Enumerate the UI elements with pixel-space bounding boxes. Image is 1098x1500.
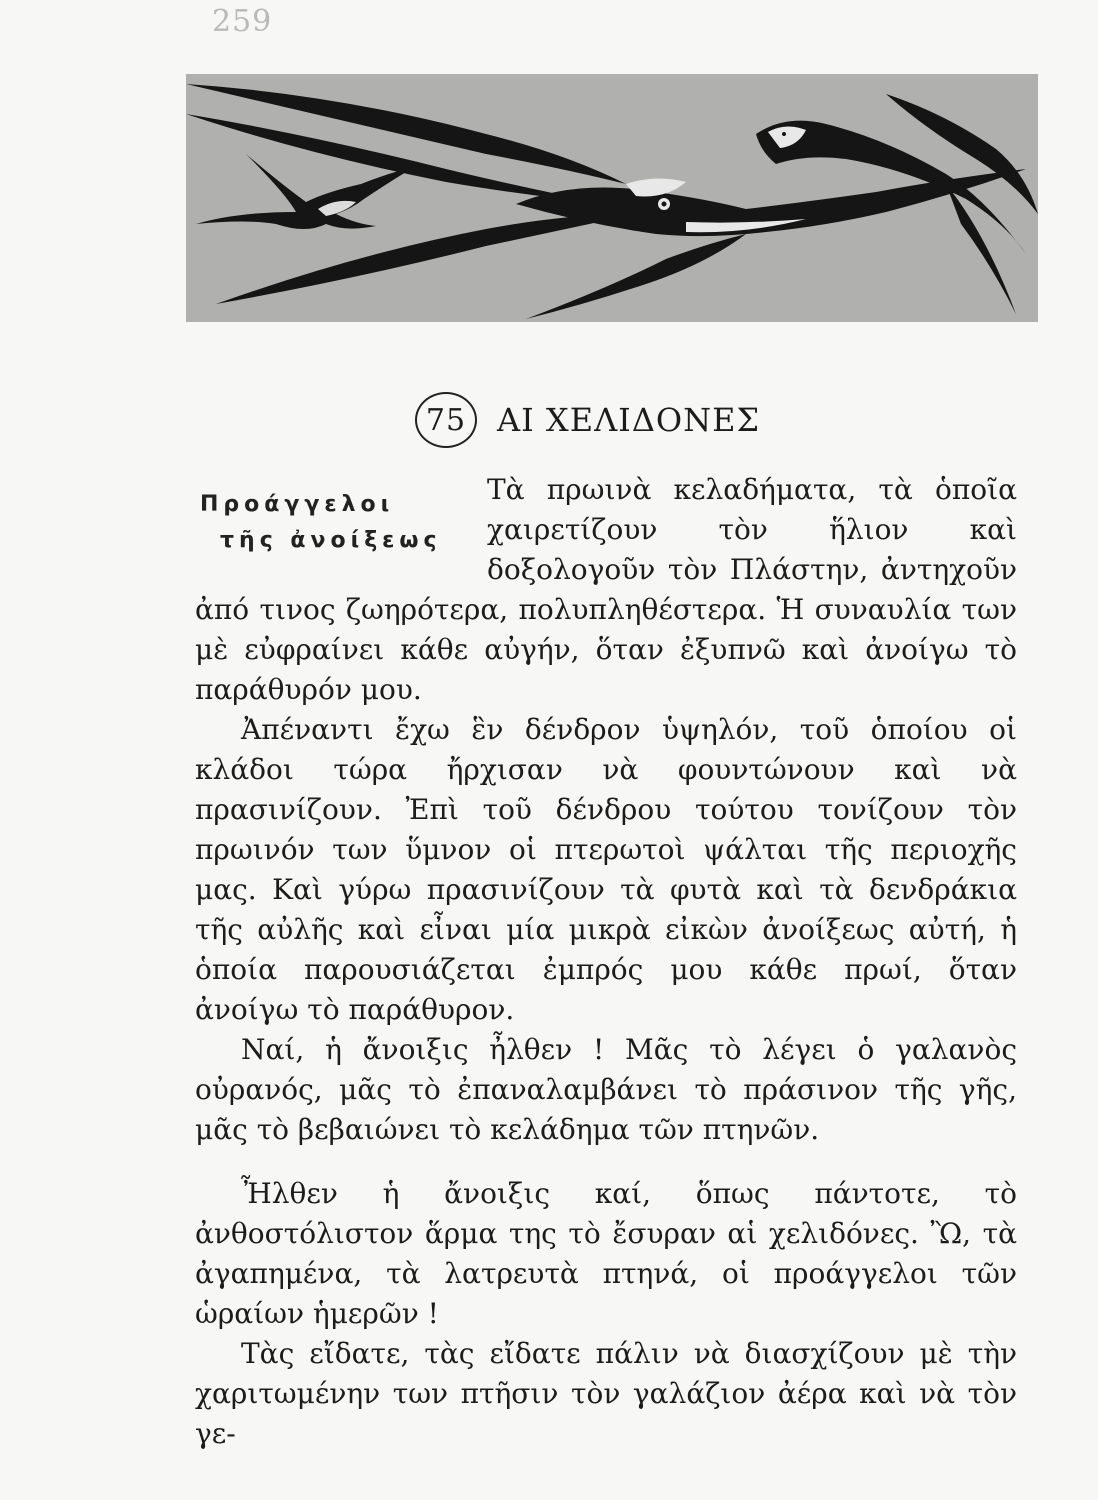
- chapter-number: 75: [415, 392, 477, 448]
- paragraph: Ἦλθεν ἡ ἄνοιξις καί, ὅπως πάντοτε, τὸ ἀνθοστόλιστον ἅρμα της τὸ ἔσυραν αἱ χελιδόνες. Ὢ, τὰ ἀγαπημένα, τὰ λατρευτὰ πτηνά, οἱ προάγγελοι τῶν ὡραίων ἡμερῶν !: [195, 1177, 1017, 1330]
- paragraph: Τὰ πρωινὰ κελαδήματα, τὰ ὁποῖα χαιρετίζουν τὸν ἥλιον καὶ δοξολογοῦν τὸν Πλάστην, ἀντηχοῦν ἀπό τινος ζωηρότερα, πολυπληθέστερα. Ἡ συναυλία των μὲ εὐφραίνει κάθε αὐγήν, ὅταν ἐξυπνῶ καὶ ἀνοίγω τὸ παράθυρόν μου.: [195, 473, 1017, 706]
- side-heading-line2: τῆς ἀνοίξεως: [220, 528, 442, 553]
- swallows-illustration: [186, 74, 1038, 322]
- paragraph: Τὰς εἴδατε, τὰς εἴδατε πάλιν νὰ διασχίζουν μὲ τὴν χαριτωμένην των πτῆσιν τὸν γαλάζιον ἀέρα καὶ νὰ τὸν γε-: [195, 1337, 1017, 1450]
- page-number: 259: [212, 4, 273, 39]
- body-text: [195, 470, 1017, 1454]
- side-heading-line1: Προάγγελοι: [200, 492, 395, 517]
- chapter-title: [415, 392, 760, 448]
- paragraph: Ναί, ἡ ἄνοιξις ἦλθεν ! Μᾶς τὸ λέγει ὁ γαλανὸς οὐρανός, μᾶς τὸ ἐπαναλαμβάνει τὸ πράσινον τῆς γῆς, μᾶς τὸ βεβαιώνει τὸ κελάδημα τῶν πτηνῶν.: [195, 1033, 1017, 1146]
- swallows-woodcut-icon: [186, 74, 1038, 322]
- paragraph: Ἀπέναντι ἔχω ἓν δένδρον ὑψηλόν, τοῦ ὁποίου οἱ κλάδοι τώρα ἤρχισαν νὰ φουντώνουν καὶ νὰ πρασινίζουν. Ἐπὶ τοῦ δένδρου τούτου τονίζουν τὸν πρωινόν των ὕμνον οἱ πτερωτοὶ ψάλται τῆς περιοχῆς μας. Καὶ γύρω πρασινίζουν τὰ φυτὰ καὶ τὰ δενδράκια τῆς αὐλῆς καὶ εἶναι μία μικρὰ εἰκὼν ἀνοίξεως αὐτή, ἡ ὁποία παρουσιάζεται ἐμπρός μου κάθε πρωί, ὅταν ἀνοίγω τὸ παράθυρον.: [195, 713, 1017, 1026]
- side-heading-space: [195, 470, 487, 590]
- chapter-title-text: ΑΙ ΧΕΛΙΔΟΝΕΣ: [497, 401, 761, 439]
